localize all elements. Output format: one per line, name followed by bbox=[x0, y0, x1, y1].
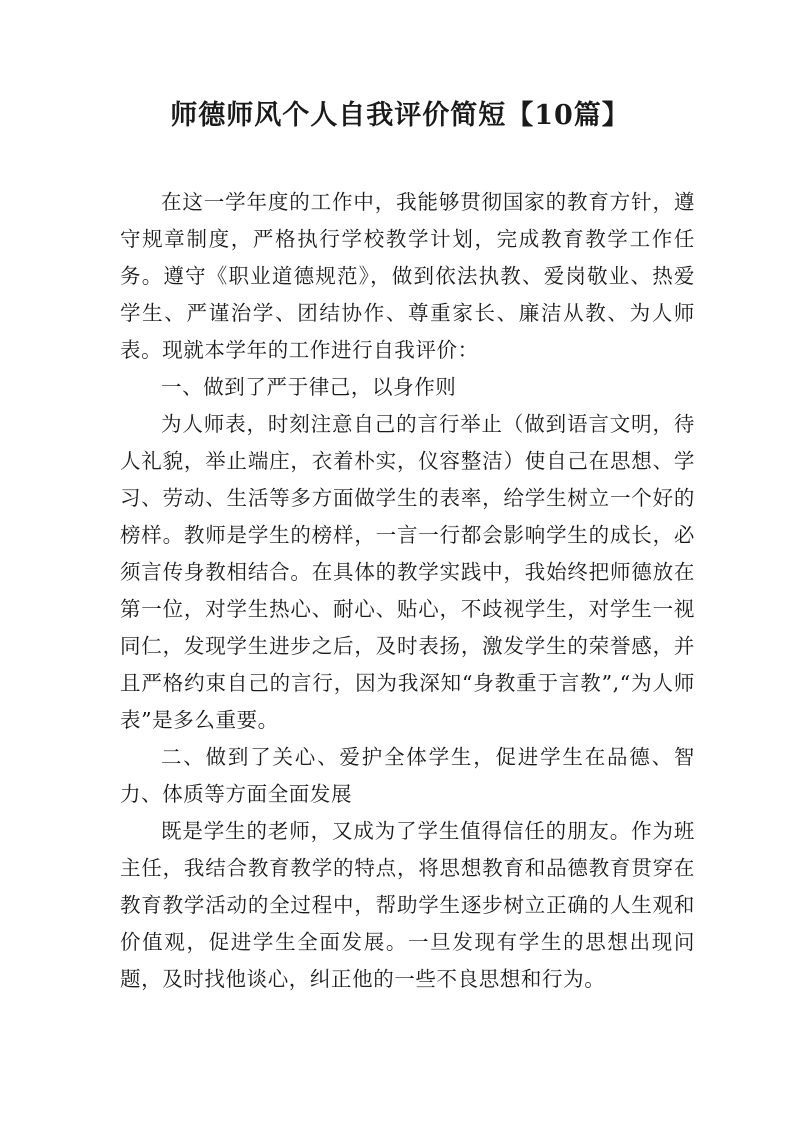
paragraph-section-1: 为人师表，时刻注意自己的言行举止（做到语言文明，待人礼貌，举止端庄，衣着朴实，仪容整洁）使自己在思想、学习、劳动、生活等多方面做学生的表率，给学生树立一个好的榜样。教师是学生的榜样，一言一行都会影响学生的成长，必须言传身教相结合。在具体的教学实践中，我始终把师德放在第一位，对学生热心、耐心、贴心，不歧视学生，对学生一视同仁，发现学生进步之后，及时表扬，激发学生的荣誉感，并且严格约束自己的言行，因为我深知“身教重于言教”,“为人师表”是多么重要。 bbox=[120, 412, 695, 732]
document-title: 师德师风个人自我评价简短【10篇】 bbox=[170, 100, 630, 131]
section-heading-2: 二、做到了关心、爱护全体学生，促进学生在品德、智力、体质等方面全面发展 bbox=[120, 745, 695, 806]
section-heading-1: 一、做到了严于律己，以身作则 bbox=[161, 375, 457, 399]
document-body bbox=[120, 184, 695, 998]
paragraph-intro: 在这一学年度的工作中，我能够贯彻国家的教育方针，遵守规章制度，严格执行学校教学计划，完成教育教学工作任务。遵守《职业道德规范》，做到依法执教、爱岗敬业、热爱学生、严谨治学、团结协作、尊重家长、廉洁从教、为人师表。现就本学年的工作进行自我评价： bbox=[120, 190, 695, 362]
paragraph-section-2: 既是学生的老师，又成为了学生值得信任的朋友。作为班主任，我结合教育教学的特点，将思想教育和品德教育贯穿在教育教学活动的全过程中，帮助学生逐步树立正确的人生观和价值观，促进学生全面发展。一旦发现有学生的思想出现问题，及时找他谈心，纠正他的一些不良思想和行为。 bbox=[120, 819, 695, 991]
